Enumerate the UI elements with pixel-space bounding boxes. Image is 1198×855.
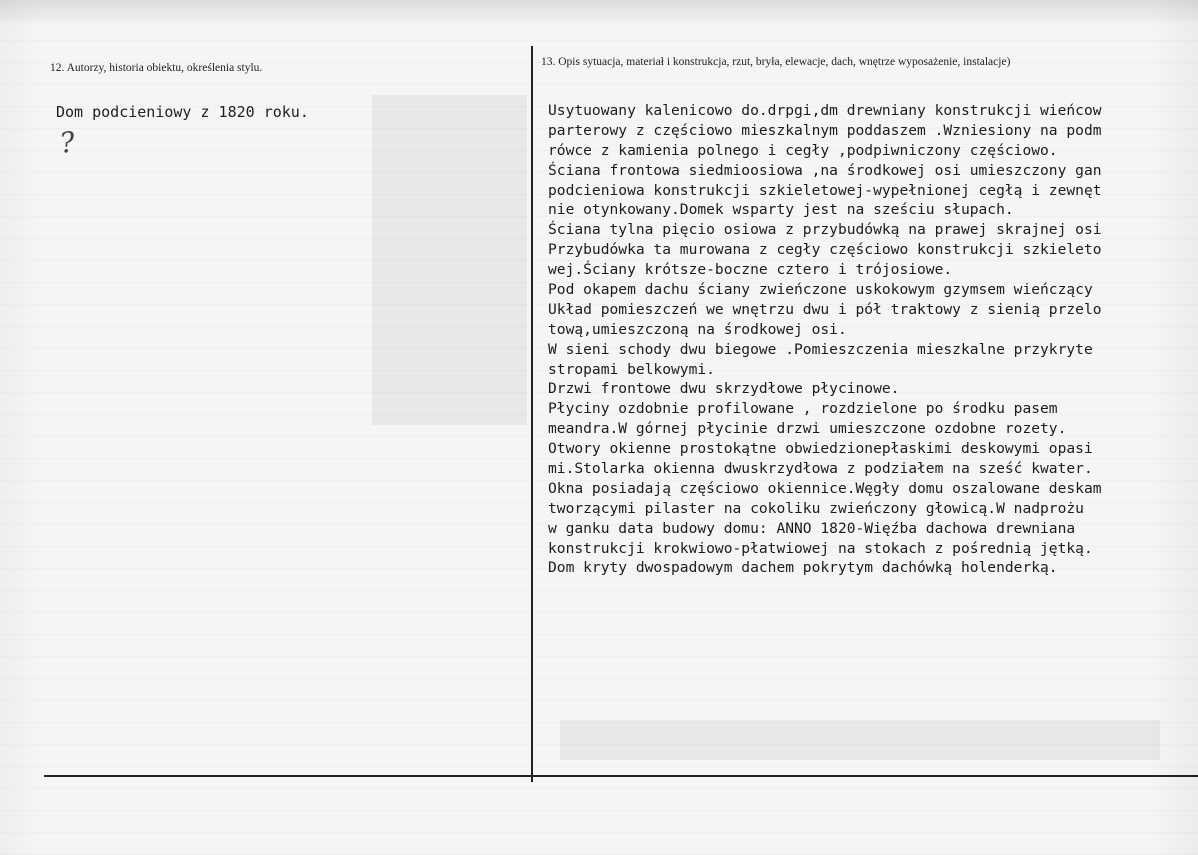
section-13-heading: 13. Opis sytuacja, materiał i konstrukcja, rzut, bryła, elewacje, dach, wnętrze wyposażenie, instalacje) bbox=[541, 56, 1011, 68]
body-line: Ściana frontowa siedmioosiowa ,na środkowej osi umieszczony gan bbox=[548, 161, 1102, 179]
section-13-body bbox=[548, 101, 1198, 578]
body-line: mi.Stolarka okienna dwuskrzydłowa z podziałem na sześć kwater. bbox=[548, 460, 1093, 478]
section-12-text: Dom podcieniowy z 1820 roku. bbox=[56, 103, 309, 121]
body-line: Przybudówka ta murowana z cegły częściowo konstrukcji szkieleto bbox=[548, 241, 1102, 259]
body-line: Pod okapem dachu ściany zwieńczone uskokowym gzymsem wieńczący bbox=[548, 281, 1093, 299]
body-line: W sieni schody dwu biegowe .Pomieszczenia mieszkalne przykryte bbox=[548, 340, 1093, 358]
body-line: Okna posiadają częściowo okiennice.Węgły domu oszalowane deskam bbox=[548, 479, 1102, 497]
body-line: konstrukcji krokwiowo-płatwiowej na stokach z pośrednią jętką. bbox=[548, 539, 1093, 557]
handwritten-question-mark: ? bbox=[57, 125, 78, 160]
body-line: w ganku data budowy domu: ANNO 1820-Więźba dachowa drewniana bbox=[548, 519, 1076, 537]
scan-ghost-strip bbox=[560, 720, 1160, 760]
body-line: Dom kryty dwospadowym dachem pokrytym dachówką holenderką. bbox=[548, 559, 1058, 577]
body-line: Płyciny ozdobnie profilowane , rozdzielone po środku pasem bbox=[548, 400, 1058, 418]
body-line: parterowy z częściowo mieszkalnym poddaszem .Wzniesiony na podm bbox=[548, 121, 1102, 139]
body-line: Drzwi frontowe dwu skrzydłowe płycinowe. bbox=[548, 380, 900, 398]
body-line: wej.Ściany krótsze-boczne cztero i trójosiowe. bbox=[548, 261, 953, 279]
bottom-rule bbox=[44, 775, 1198, 777]
scan-artifact-top bbox=[0, 0, 1198, 26]
body-line: nie otynkowany.Domek wsparty jest na sześciu słupach. bbox=[548, 201, 1014, 219]
body-line: Usytuowany kalenicowo do.drpgi,dm drewniany konstrukcji wieńcow bbox=[548, 102, 1102, 119]
body-line: stropami belkowymi. bbox=[548, 360, 715, 378]
body-line: tową,umieszczoną na środkowej osi. bbox=[548, 320, 847, 338]
column-divider bbox=[531, 46, 533, 782]
scan-ghost-block bbox=[372, 95, 527, 425]
body-line: tworzącymi pilaster na cokoliku zwieńczony głowicą.W nadprożu bbox=[548, 499, 1084, 517]
body-line: podcieniowa konstrukcji szkieletowej-wypełnionej cegłą i zewnęt bbox=[548, 181, 1102, 199]
body-line: Otwory okienne prostokątne obwiedzionepłaskimi deskowymi opasi bbox=[548, 440, 1093, 458]
body-line: Układ pomieszczeń we wnętrzu dwu i pół traktowy z sienią przelo bbox=[548, 300, 1102, 318]
body-line: Ściana tylna pięcio osiowa z przybudówką na prawej skrajnej osi bbox=[548, 221, 1102, 239]
body-line: rówce z kamienia polnego i cegły ,podpiwniczony częściowo. bbox=[548, 141, 1058, 159]
body-line: meandra.W górnej płycinie drzwi umieszczone ozdobne rozety. bbox=[548, 420, 1067, 438]
section-12-heading: 12. Autorzy, historia obiektu, określenia stylu. bbox=[50, 62, 263, 74]
